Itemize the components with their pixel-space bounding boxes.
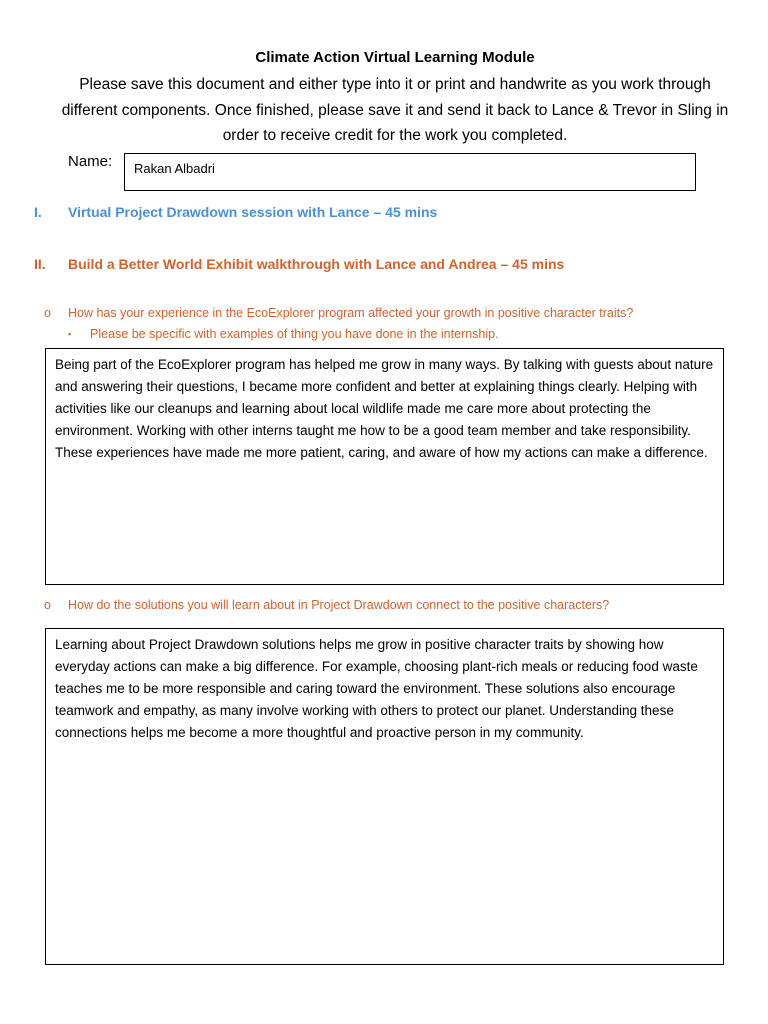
answer-1-textbox[interactable]: Being part of the EcoExplorer program has helped me grow in many ways. By talking with guests about nature and answering their questions, I became more confident and better at explaining things clearly. Helping with activities like our cleanups and learning about local wildlife made me care more about protecting the environment. Working with other interns taught me how to be a good team member and take responsibility. These experiences have made me more patient, caring, and aware of how my actions can make a difference. [45,348,724,585]
question-1-sub-text: Please be specific with examples of thing you have done in the internship. [90,327,499,341]
name-field[interactable]: Rakan Albadri [124,153,696,191]
section-2-title: Build a Better World Exhibit walkthrough with Lance and Andrea – 45 mins [68,256,565,272]
instructions-text: Please save this document and either type into it or print and handwrite as you work through different components. Once finished, please save it and send it back to Lance & Trevor in Sling in order to receive credit for the work you completed. [61,76,729,144]
circle-bullet-icon: o [44,306,51,320]
section-1-heading [34,202,437,222]
section-1-numeral: I. [34,204,42,220]
answer-2-textbox[interactable]: Learning about Project Drawdown solutions helps me grow in positive character traits by showing how everyday actions can make a big difference. For example, choosing plant-rich meals or reducing food waste teaches me to be more responsible and caring toward the environment. These solutions also encourage teamwork and empathy, as many involve working with others to protect our planet. Understanding these connections helps me become a more thoughtful and proactive person in my community. [45,628,724,965]
section-2-numeral: II. [34,256,46,272]
question-2 [44,596,609,614]
section-1-title: Virtual Project Drawdown session with Lance – 45 mins [68,204,438,220]
question-2-text: How do the solutions you will learn about in Project Drawdown connect to the positive characters? [68,598,610,612]
circle-bullet-icon: o [44,598,51,612]
square-bullet-icon: ▪ [68,329,72,339]
question-1-text: How has your experience in the EcoExplorer program affected your growth in positive character traits? [68,306,634,320]
section-2-heading [34,254,564,274]
question-1-sub-prompt [68,325,499,343]
question-1 [44,304,633,322]
name-label: Name: [68,153,113,170]
document-title: Climate Action Virtual Learning Module [255,49,535,66]
